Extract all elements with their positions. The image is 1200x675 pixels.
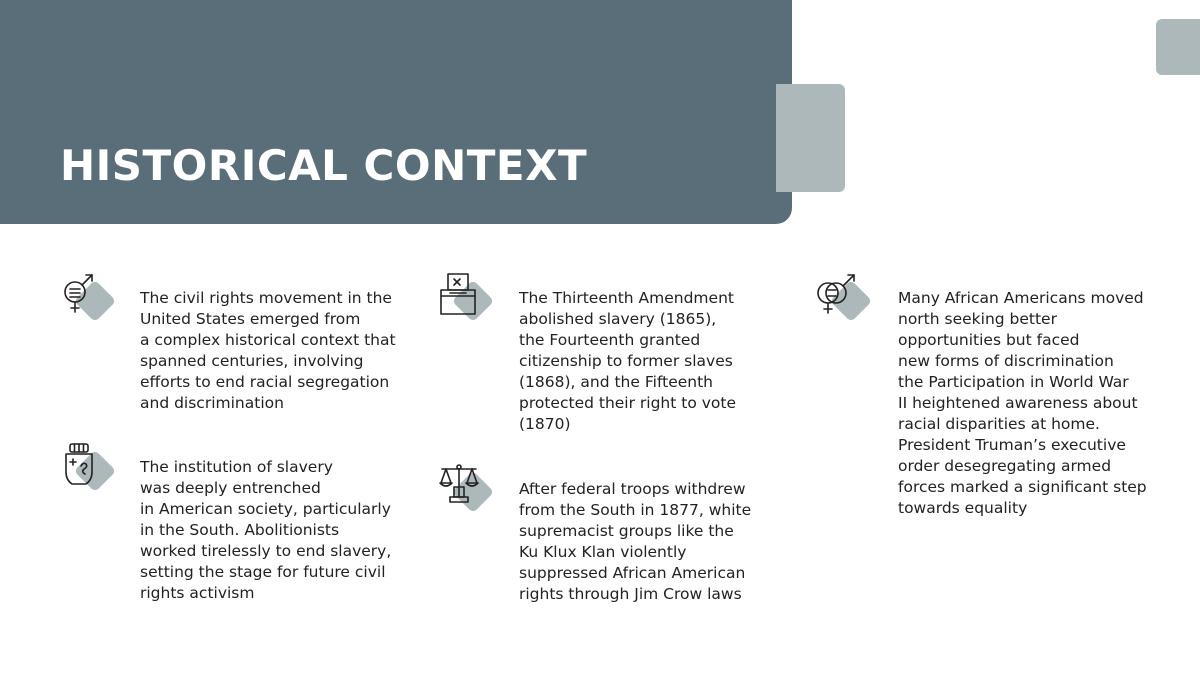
item-5-text: Many African Americans moved north seeking better opportunities but faced new forms of discrimination the Participation in World War II heightened awareness about racial disparities at home. President Truman’s executive order desegregating armed forces marked a significant step towards equality xyxy=(898,289,1147,517)
ballot-box-icon xyxy=(438,272,502,336)
slide-title: HISTORICAL CONTEXT xyxy=(60,141,588,190)
item-1-text: The civil rights movement in the United States emerged from a complex historical context that spanned centuries, involving efforts to end racial segregation and discrimination xyxy=(140,289,396,412)
decorative-block xyxy=(776,84,845,192)
justice-scale-icon xyxy=(438,463,502,527)
item-4-text: After federal troops withdrew from the South in 1877, white supremacist groups like the Ku Klux Klan violently suppressed African American rights through Jim Crow laws xyxy=(519,480,752,603)
raised-fist-icon xyxy=(60,442,124,506)
equal-rights-icon xyxy=(816,272,880,336)
decorative-corner-block xyxy=(1156,19,1200,75)
item-3-text: The Thirteenth Amendment abolished slavery (1865), the Fourteenth granted citizenship to former slaves (1868), and the Fifteenth protected their right to vote (1870) xyxy=(519,289,737,433)
gender-equality-icon xyxy=(60,272,124,336)
item-2-text: The institution of slavery was deeply entrenched in American society, particularly in the South. Abolitionists worked tirelessly to end slavery, setting the stage for future civil rights activism xyxy=(140,458,392,602)
